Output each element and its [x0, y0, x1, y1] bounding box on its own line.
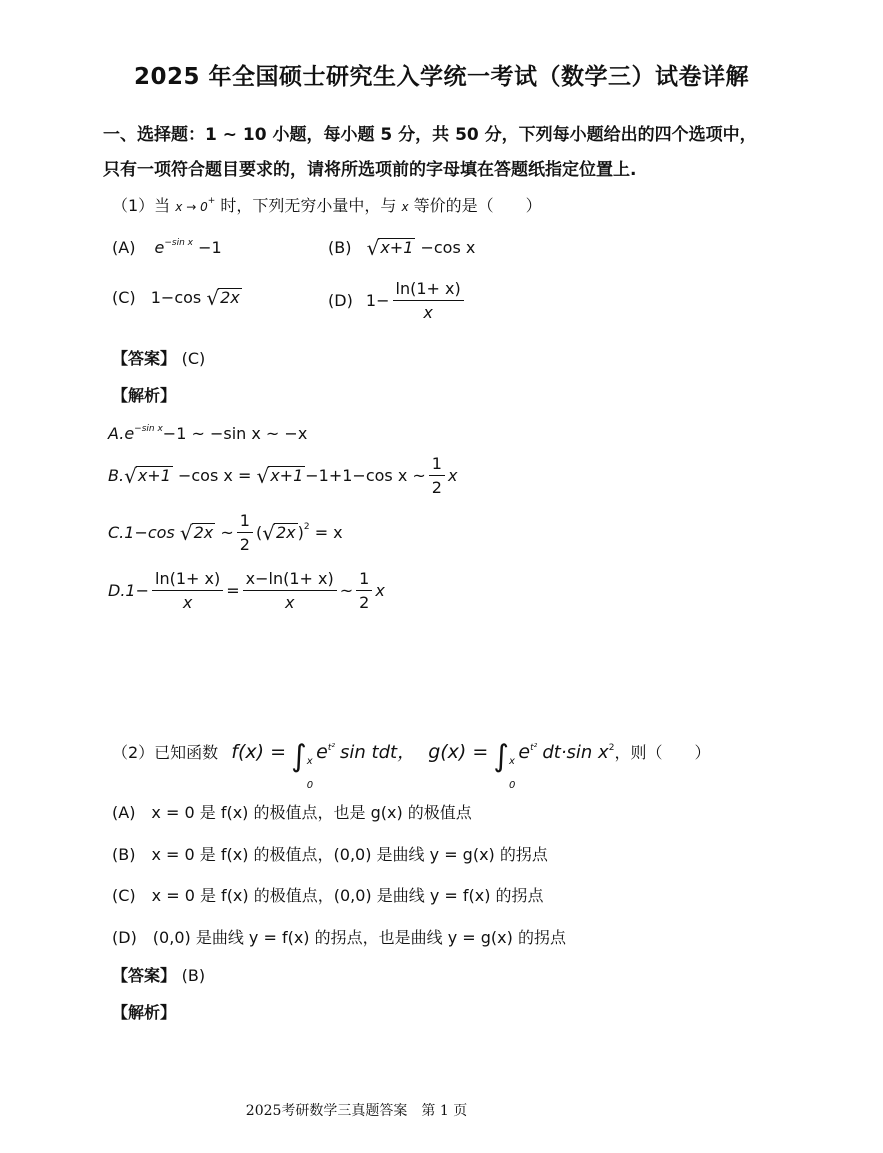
question-2-stem: [112, 738, 710, 791]
q1-stem-suffix: 等价的是（ ）: [413, 196, 542, 215]
q1-option-a-sup: −sin x: [164, 237, 193, 248]
q2-option-c: (C) x = 0 是 f(x) 的极值点，(0,0) 是曲线 y = f(x) 的拐点: [112, 886, 544, 905]
integral-upper-limit: x: [306, 756, 313, 767]
integral-lower-limit: 0: [509, 780, 516, 791]
q2-option-d: (D) (0,0) 是曲线 y = f(x) 的拐点，也是曲线 y = g(x) 的拐点: [112, 928, 566, 947]
sqrt-sign: √: [124, 463, 137, 488]
sqrt-sign: √: [366, 236, 380, 260]
fraction-numerator: 1: [356, 570, 372, 591]
question-1-stem: [112, 193, 542, 216]
q1-stem-condition-sup: +: [207, 195, 216, 206]
q1-option-c-pre: 1−cos: [150, 288, 202, 307]
q2-analysis-label: 【解析】: [112, 1003, 177, 1022]
q1-solution-b: [108, 455, 457, 496]
q1-solution-c-radicand-2: 2x: [275, 523, 296, 543]
section-heading-line1: 一、选择题：1 ~ 10 小题，每小题 5 分，共 50 分，下列每小题给出的四个选项中，: [103, 125, 757, 145]
q1-stem-prefix: （1）当: [112, 196, 171, 215]
q1-option-d: [328, 280, 467, 321]
q1-solution-d-pre: D.1−: [108, 581, 149, 601]
fraction-denominator: x: [182, 592, 193, 612]
fraction-denominator: x: [284, 592, 295, 612]
q1-solution-c-tail: = x: [314, 523, 343, 543]
q2-option-b: (B) x = 0 是 f(x) 的极值点，(0,0) 是曲线 y = g(x) 的拐点: [112, 845, 548, 864]
fraction-denominator: 2: [359, 592, 370, 612]
q1-solution-a-sup: −sin x: [134, 423, 163, 434]
fraction-numerator: 1: [429, 455, 445, 476]
q1-solution-c-fraction: [237, 512, 253, 553]
integral-limits: [307, 757, 313, 791]
q1-option-b-label: (B): [328, 238, 352, 257]
sqrt-sign: √: [206, 286, 220, 310]
q1-solution-b-mid: −cos x =: [177, 466, 252, 486]
integral-lower-limit: 0: [306, 780, 314, 791]
q2-f-body-tail: sin tdt，: [340, 742, 416, 763]
q1-solution-d-tail: x: [375, 581, 385, 601]
section-heading-line2: 只有一项符合题目要求的，请将所选项前的字母填在答题纸指定位置上.: [103, 160, 637, 180]
q1-solution-c-mid: ~: [220, 523, 234, 543]
q1-solution-b-pre: B.: [108, 466, 125, 486]
sqrt-sign: √: [256, 463, 270, 488]
integral-limits: [509, 757, 515, 791]
q2-g-sup: 2: [608, 742, 615, 753]
fraction-denominator: 2: [431, 477, 442, 497]
q1-option-c-label: (C): [112, 288, 136, 307]
integral-sign: ∫: [493, 739, 510, 774]
integral-sign: ∫: [291, 739, 307, 774]
q1-solution-d-equals: =: [226, 581, 240, 601]
fraction-denominator: x: [423, 302, 433, 322]
q1-solution-b-radicand-1: x+1: [137, 466, 171, 486]
fraction-numerator: 1: [237, 512, 253, 533]
q2-g-body-e: e: [518, 741, 531, 763]
q1-solution-b-tail: x: [447, 466, 458, 486]
q2-answer: [112, 963, 205, 986]
q1-solution-d-fraction-2: [243, 570, 337, 611]
answer-value: (B): [181, 966, 206, 985]
q1-answer: [112, 346, 205, 369]
q2-option-a: (A) x = 0 是 f(x) 的极值点，也是 g(x) 的极值点: [112, 803, 472, 822]
q1-option-b: [328, 236, 475, 260]
integral-upper-limit: x: [509, 756, 515, 767]
q1-solution-d-sim: ~: [339, 581, 354, 601]
q1-stem-condition: x → 0: [175, 200, 208, 214]
q2-stem-suffix: ，则（ ）: [614, 743, 711, 762]
fraction-numerator: x−ln(1+ x): [243, 570, 337, 591]
q1-option-d-fraction: [393, 280, 464, 321]
q1-solution-a-tail: −1 ~ −sin x ~ −x: [162, 424, 308, 443]
q1-solution-c-sup: 2: [303, 521, 310, 532]
q2-stem-prefix: （2）已知函数: [112, 743, 219, 762]
q1-solution-c-right-paren: ): [297, 523, 304, 543]
q1-option-b-tail: −cos x: [420, 238, 476, 257]
q1-option-a-label: (A): [112, 238, 136, 257]
q1-option-d-pre: 1−: [365, 291, 390, 311]
q1-solution-c-pre: C.1−cos: [108, 523, 175, 543]
q1-option-a-tail: −1: [198, 238, 222, 257]
answer-label: 【答案】: [112, 349, 177, 368]
q2-f-body-sup: t²: [327, 742, 335, 753]
q1-solution-d: [108, 570, 385, 611]
q1-analysis-label: 【解析】: [112, 386, 177, 405]
q1-solution-b-radicand-2: x+1: [270, 466, 304, 486]
q1-option-a-base: e: [154, 238, 165, 257]
fraction-denominator: 2: [239, 534, 250, 554]
q2-f-definition: f(x) =: [231, 741, 286, 763]
fraction-numerator: ln(1+ x): [152, 570, 223, 591]
q1-option-d-label: (D): [328, 291, 353, 311]
page-footer: 2025考研数学三真题答案 第 1 页: [245, 1103, 468, 1119]
sqrt-sign: √: [262, 520, 275, 545]
q1-stem-mid: 时，下列无穷小量中，与: [220, 196, 397, 215]
q1-solution-d-fraction-1: [152, 570, 223, 611]
page-title: 2025 年全国硕士研究生入学统一考试（数学三）试卷详解: [133, 64, 750, 90]
q1-solution-b-mid-2: −1+1−cos x ~: [305, 466, 426, 486]
q2-g-definition: g(x) =: [428, 741, 489, 763]
q1-solution-c-radicand-1: 2x: [193, 523, 214, 543]
q1-solution-c: [108, 512, 343, 553]
q1-option-b-radicand: x+1: [380, 238, 414, 257]
sqrt-sign: √: [179, 520, 193, 545]
q1-solution-a-pre: A.e: [108, 424, 135, 443]
answer-label: 【答案】: [112, 966, 177, 985]
q1-solution-d-fraction-3: [356, 570, 372, 611]
q2-g-body-tail: dt·sin x: [542, 742, 609, 763]
q1-solution-c-left-paren: (: [255, 523, 263, 543]
q1-solution-a: [108, 424, 307, 443]
q1-stem-var: x: [401, 200, 409, 214]
q2-g-body-sup: t²: [530, 742, 538, 753]
q1-option-c-radicand: 2x: [220, 288, 240, 307]
answer-value: (C): [181, 349, 206, 368]
fraction-numerator: ln(1+ x): [393, 280, 464, 301]
q1-solution-b-fraction: [429, 455, 445, 496]
q2-f-body-e: e: [316, 741, 328, 763]
q1-option-c: [112, 286, 242, 310]
q1-option-a: [112, 238, 222, 257]
